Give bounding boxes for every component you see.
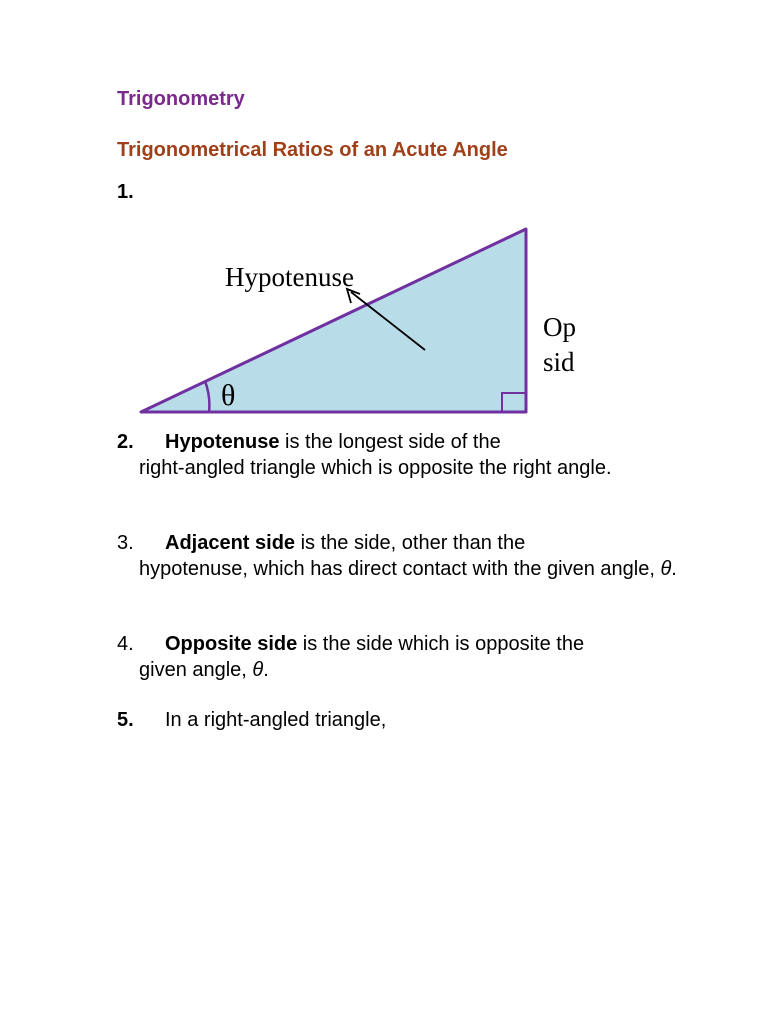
list-item-right-angled-triangle: [117, 708, 697, 734]
item-number: 4.: [117, 633, 134, 655]
item-term: Hypotenuse: [165, 431, 280, 453]
figure-number: 1.: [117, 181, 134, 203]
item-period: .: [263, 658, 269, 681]
item-continuation-text: given angle,: [139, 658, 253, 681]
opposite-label-line1: Op: [543, 312, 576, 342]
list-item-opposite-side: [117, 632, 697, 683]
item-term: Adjacent side: [165, 532, 296, 554]
page-title: Trigonometry: [117, 88, 245, 110]
item-period: .: [671, 557, 677, 580]
item-text: is the longest side of the: [279, 431, 501, 453]
theta-symbol: θ: [252, 658, 264, 681]
theta-symbol: θ: [660, 557, 672, 580]
item-text: is the side which is opposite the: [297, 633, 585, 655]
hypotenuse-label: Hypotenuse: [225, 262, 354, 292]
item-continuation: [117, 658, 697, 684]
item-continuation: [117, 557, 697, 583]
item-continuation-text: hypotenuse, which has direct contact with the given angle,: [139, 557, 661, 580]
item-number: 2.: [117, 431, 134, 453]
item-continuation: right-angled triangle which is opposite the right angle.: [139, 456, 612, 479]
triangle-diagram: [0, 0, 768, 440]
angle-theta-label: θ: [221, 379, 236, 412]
list-item-hypotenuse: [117, 430, 697, 481]
section-subtitle: Trigonometrical Ratios of an Acute Angle: [117, 139, 508, 161]
item-number: 3.: [117, 532, 134, 554]
item-term: Opposite side: [165, 633, 298, 655]
list-item-adjacent-side: [117, 531, 697, 582]
opposite-label-line2: sid: [543, 347, 575, 377]
item-text: is the side, other than the: [295, 532, 526, 554]
item-number: 5.: [117, 709, 134, 731]
right-triangle: [141, 229, 526, 412]
item-text: In a right-angled triangle,: [165, 709, 387, 731]
